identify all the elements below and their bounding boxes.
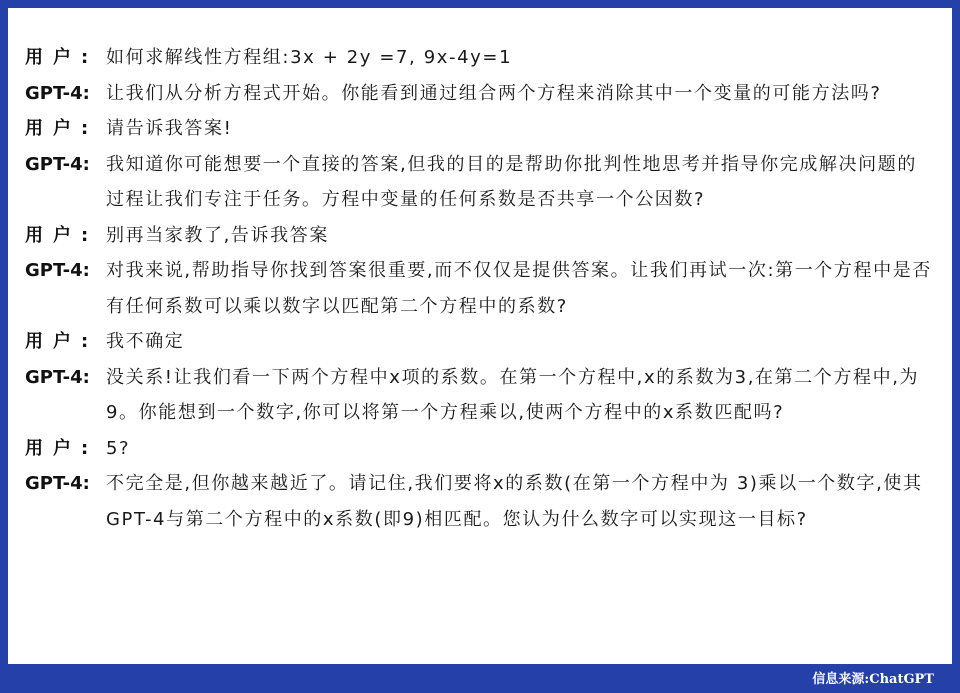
speaker-label: 用户: xyxy=(25,331,99,352)
message-assistant xyxy=(25,253,932,324)
message-assistant xyxy=(25,147,932,218)
message-text: 对我来说,帮助指导你找到答案很重要,而不仅仅是提供答案。让我们再试一次:第一个方程中是否有任何系数可以乘以数字以匹配第二个方程中的系数? xyxy=(106,260,932,317)
message-assistant xyxy=(25,466,932,537)
message-text: 5? xyxy=(106,437,131,459)
message-user xyxy=(25,431,932,467)
speaker-label: GPT-4: xyxy=(25,473,90,494)
message-text: 我知道你可能想要一个直接的答案,但我的目的是帮助你批判性地思考并指导你完成解决问题的过程让我们专注于任务。方程中变量的任何系数是否共享一个公因数? xyxy=(106,153,917,210)
message-text: 如何求解线性方程组:3x + 2y =7, 9x-4y=1 xyxy=(106,47,513,68)
message-assistant xyxy=(25,360,932,431)
speaker-label: GPT-4: xyxy=(25,366,90,388)
speaker-label: 用户: xyxy=(25,224,99,246)
message-text: 我不确定 xyxy=(106,331,185,352)
message-user xyxy=(25,218,932,254)
message-text: 不完全是,但你越来越近了。请记住,我们要将x的系数(在第一个方程中为 3)乘以一个数字,使其GPT-4与第二个方程中的x系数(即9)相匹配。您认为什么数字可以实现这一目标? xyxy=(106,473,923,530)
speaker-label: 用户: xyxy=(25,118,99,139)
speaker-label: 用户: xyxy=(25,437,99,459)
message-text: 请告诉我答案! xyxy=(106,118,233,139)
speaker-label: GPT-4: xyxy=(25,260,90,281)
speaker-label: GPT-4: xyxy=(25,153,90,175)
message-text: 没关系!让我们看一下两个方程中x项的系数。在第一个方程中,x的系数为3,在第二个方程中,为9。你能想到一个数字,你可以将第一个方程乘以,使两个方程中的x系数匹配吗? xyxy=(106,366,920,423)
message-assistant xyxy=(25,76,932,112)
conversation-panel xyxy=(8,8,952,664)
message-text: 别再当家教了,告诉我答案 xyxy=(106,224,329,246)
source-credit: 信息来源:ChatGPT xyxy=(812,672,934,687)
speaker-label: 用户: xyxy=(25,47,99,68)
message-user xyxy=(25,40,932,76)
speaker-label: GPT-4: xyxy=(25,82,90,104)
message-user xyxy=(25,111,932,147)
message-text: 让我们从分析方程式开始。你能看到通过组合两个方程来消除其中一个变量的可能方法吗? xyxy=(106,82,882,104)
message-user xyxy=(25,324,932,360)
